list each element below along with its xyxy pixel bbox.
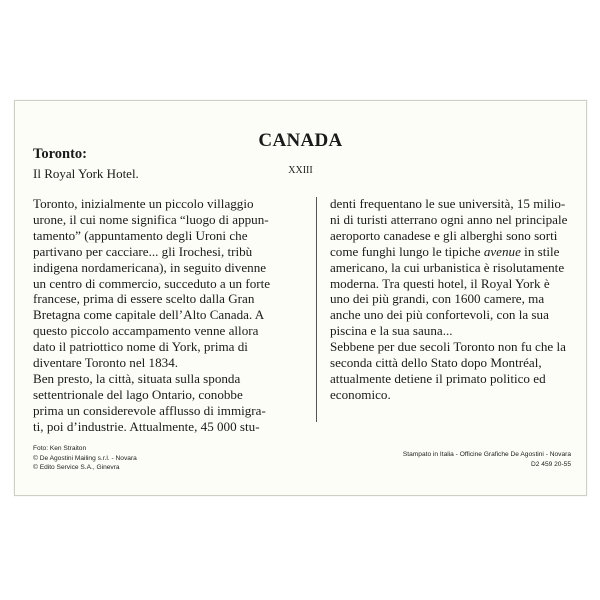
text-line: economico. — [330, 386, 391, 402]
text-line — [330, 244, 572, 260]
country-title: CANADA — [258, 130, 343, 151]
text-line: francese, prima di essere scelto dalla Gran — [33, 291, 255, 307]
text-line: attualmente detiene il primato politico ed — [330, 370, 546, 386]
text-line: Bretagna come capitale dell’Alto Canada. A — [33, 307, 265, 323]
credit-line: Foto: Ken Straiton — [33, 445, 87, 452]
text-segment: come funghi lungo le tipiche — [330, 243, 484, 259]
text-line: americano, la cui urbanistica è risolutamente — [330, 259, 565, 275]
text-line: indigena nordamericana), in seguito divenne — [33, 259, 267, 275]
text-line: anche uno dei più confortevoli, con la sua — [330, 307, 549, 323]
italic-word: avenue — [483, 243, 521, 259]
text-segment: in stile — [520, 243, 560, 259]
text-line: denti frequentano le sue università, 15 milio- — [330, 196, 566, 211]
text-line: questo piccolo accampamento venne allora — [33, 323, 259, 339]
printer-line: Stampato in Italia - Officine Grafiche De Agostini - Novara — [402, 451, 571, 458]
text-line: ni di turisti atterrano ogni anno nel principale — [330, 211, 568, 227]
hotel-subtitle: Il Royal York Hotel. — [33, 166, 139, 181]
text-line: urone, il cui nome significa “luogo di appun- — [33, 211, 269, 227]
text-line: Toronto, inizialmente un piccolo villaggio — [33, 196, 254, 211]
text-line: aeroporto canadese e gli alberghi sono sorti — [330, 227, 558, 243]
card-number: XXIII — [288, 165, 313, 176]
text-line: moderna. Tra questi hotel, il Royal York è — [330, 275, 550, 291]
city-heading: Toronto: — [33, 146, 87, 162]
text-line: un centro di commercio, succeduto a un forte — [33, 275, 271, 291]
text-line: Sebbene per due secoli Toronto non fu che la — [330, 339, 566, 355]
text-line: partivano per cacciare... gli Irochesi, tribù — [33, 243, 253, 259]
column-divider — [316, 197, 317, 422]
postcard-back — [14, 100, 587, 496]
text-line: seconda città dello Stato dopo Montréal, — [330, 355, 542, 371]
product-code: D2 459 20-55 — [531, 460, 571, 468]
text-line: prima un considerevole afflusso di immigra- — [33, 402, 266, 418]
photo-credits — [33, 444, 137, 473]
text-line: settentrionale del lago Ontario, conobbe — [33, 386, 243, 402]
text-line: Ben presto, la città, situata sulla sponda — [33, 370, 241, 386]
text-line: ti, poi d’industrie. Attualmente, 45 000 stu- — [33, 418, 260, 434]
credit-line: © Edito Service S.A., Ginevra — [33, 464, 120, 471]
credit-line: © De Agostini Mailing s.r.l. - Novara — [33, 454, 137, 462]
text-line: uno dei più grandi, con 1600 camere, ma — [330, 291, 545, 307]
text-line: dato il patriottico nome di York, prima di — [33, 339, 248, 355]
right-text-column — [330, 196, 572, 403]
print-info — [403, 450, 571, 469]
left-text-column — [33, 196, 301, 435]
text-line: diventare Toronto nel 1834. — [33, 355, 179, 371]
text-line: tamento” (appuntamento degli Uroni che — [33, 227, 248, 243]
text-line: piscina e la sua sauna... — [330, 323, 453, 339]
